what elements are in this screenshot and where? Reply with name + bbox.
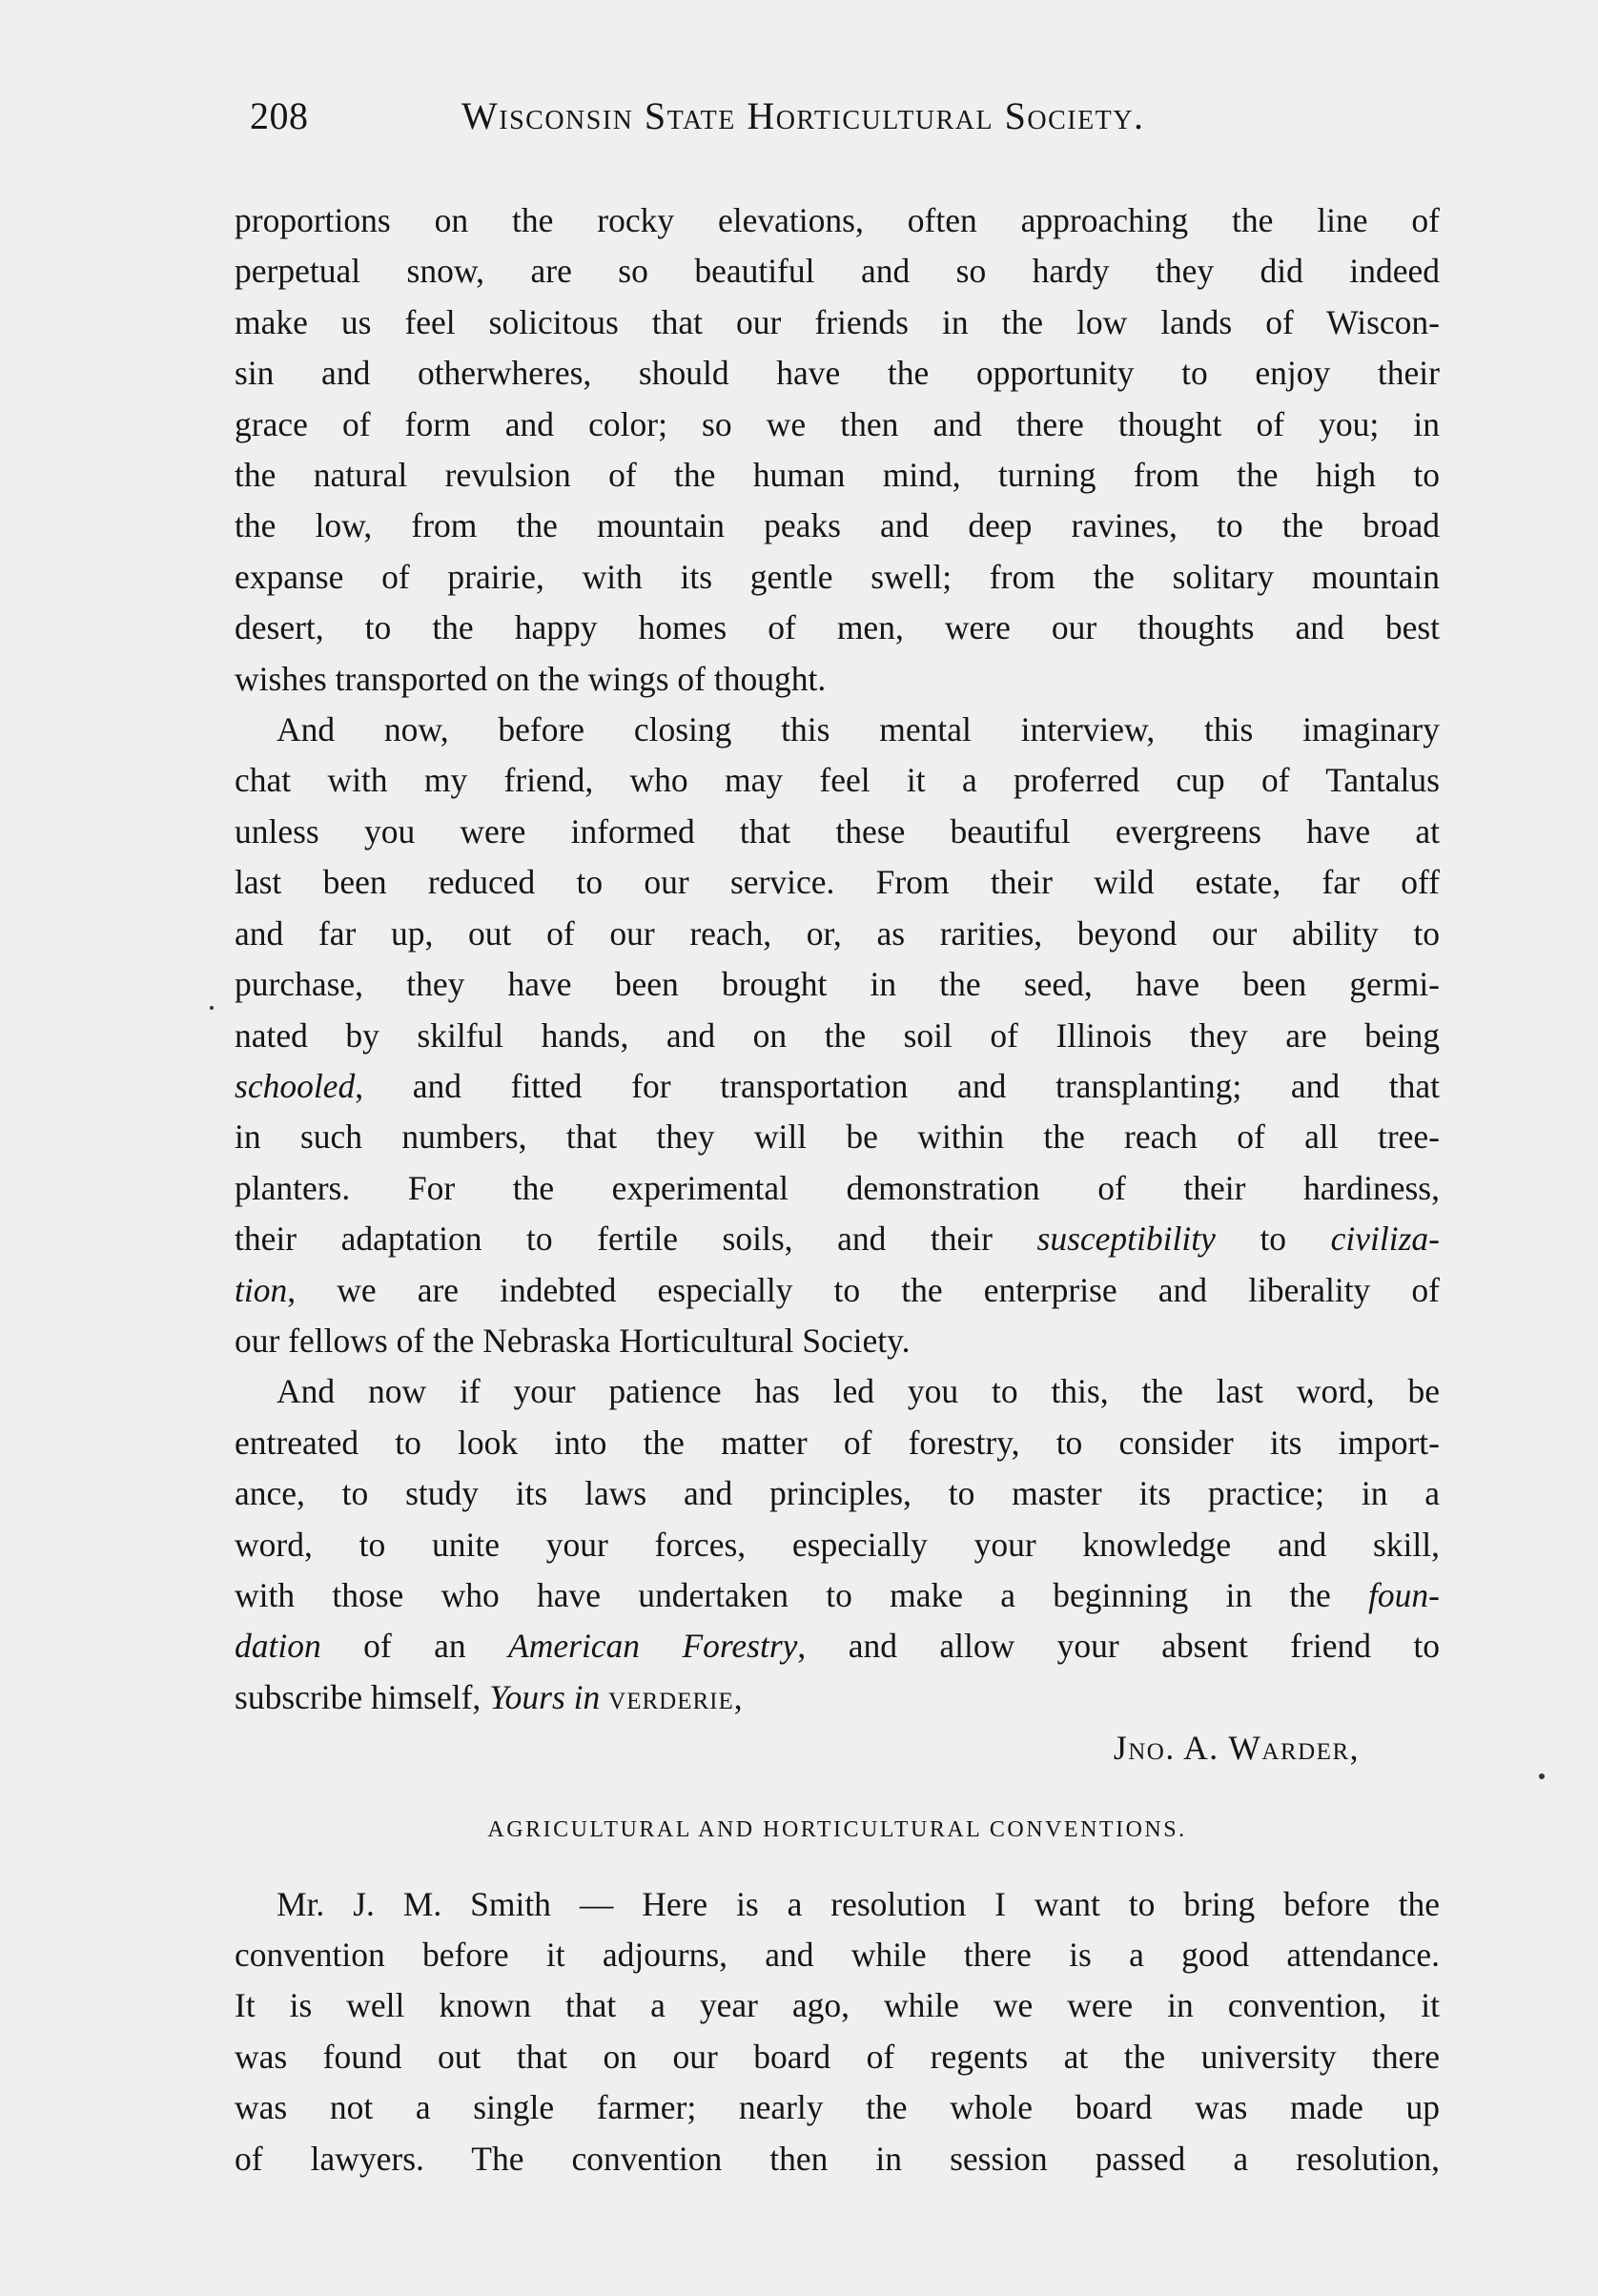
text-line: of lawyers. The convention then in session passed a resolution,	[235, 2139, 1440, 2178]
text-line: And now if your patience has led you to this, the last word, be	[277, 1372, 1440, 1411]
text-line	[235, 1570, 1440, 1621]
text-line: was found out that on our board of regents at the university there	[235, 2037, 1440, 2076]
text-line: last been reduced to our service. From their wild estate, far off	[235, 863, 1440, 902]
text-line	[235, 1621, 1440, 1671]
text-line: in such numbers, that they will be within the reach of all tree-	[235, 1117, 1440, 1157]
text-line: wishes transported on the wings of thought.	[235, 659, 827, 698]
valediction	[489, 1678, 743, 1716]
text-line: our fellows of the Nebraska Horticultural Society.	[235, 1321, 911, 1360]
text-line	[235, 1214, 1440, 1264]
text-fragment: with those who have undertaken to make a beginning in the	[235, 1575, 1369, 1614]
text-line: the low, from the mountain peaks and deep ravines, to the broad	[235, 506, 1440, 545]
paragraph-1	[235, 195, 1440, 705]
italic-word: foun-	[1368, 1575, 1440, 1614]
closing-line	[235, 1672, 1440, 1723]
text-line: was not a single farmer; nearly the whole board was made up	[235, 2088, 1440, 2127]
italic-word: schooled	[235, 1066, 356, 1105]
paragraph-2	[235, 705, 1440, 1366]
section-paragraph	[235, 1879, 1440, 2184]
text-line: And now, before closing this mental interview, this imaginary	[277, 710, 1440, 749]
text-fragment: their adaptation to fertile soils, and their	[235, 1220, 1037, 1259]
text-line: nated by skilful hands, and on the soil of Illinois they are being	[235, 1015, 1440, 1055]
text-line	[235, 1265, 1440, 1316]
italic-word: Yours in	[489, 1677, 601, 1716]
text-line: chat with my friend, who may feel it a proferred cup of Tantalus	[235, 761, 1440, 800]
text-line: entreated to look into the matter of forestry, to consider its import-	[235, 1423, 1440, 1462]
text-line: word, to unite your forces, especially your knowledge and skill,	[235, 1525, 1440, 1564]
text-line: expanse of prairie, with its gentle swell; from the solitary mountain	[235, 557, 1440, 596]
author-signature: Jno. A. Warder,	[1113, 1729, 1360, 1768]
text-line: the natural revulsion of the human mind, turning from the high to	[235, 456, 1440, 495]
text-line: It is well known that a year ago, while we were in convention, it	[235, 1986, 1440, 2025]
print-speck	[210, 1006, 214, 1010]
page-number: 208	[250, 94, 309, 137]
text-line: Mr. J. M. Smith — Here is a resolution I want to bring before the	[277, 1884, 1440, 1923]
text-line: proportions on the rocky elevations, often approaching the line of	[235, 201, 1440, 239]
text-fragment: to	[1215, 1220, 1331, 1259]
text-line: and far up, out of our reach, or, as rarities, beyond our ability to	[235, 913, 1440, 953]
print-speck	[1539, 1773, 1545, 1779]
text-line: convention before it adjourns, and while there is a good attendance.	[235, 1936, 1440, 1974]
text-line: ance, to study its laws and principles, to master its practice; in a	[235, 1474, 1440, 1513]
small-caps-word: verderie,	[608, 1677, 744, 1716]
text-fragment: of an	[320, 1627, 509, 1666]
italic-word: American Forestry	[508, 1627, 798, 1666]
text-line: desert, to the happy homes of men, were our thoughts and best	[235, 608, 1440, 647]
italic-word: susceptibility	[1036, 1220, 1216, 1259]
text-line: make us feel solicitous that our friends in the low lands of Wiscon-	[235, 302, 1440, 341]
body-text	[235, 195, 1440, 2184]
text-line: grace of form and color; so we then and there thought of you; in	[235, 404, 1440, 443]
section-heading: AGRICULTURAL AND HORTICULTURAL CONVENTIONS.	[487, 1816, 1187, 1842]
paragraph-3	[235, 1366, 1440, 1723]
italic-word: dation	[235, 1627, 321, 1666]
text-line: planters. For the experimental demonstration of their hardiness,	[235, 1168, 1440, 1207]
italic-word: civiliza-	[1330, 1220, 1440, 1259]
closing-phrase: subscribe himself,	[235, 1677, 481, 1716]
italic-word: tion	[235, 1270, 288, 1309]
text-line: perpetual snow, are so beautiful and so hardy they did indeed	[235, 252, 1440, 291]
running-title: Wisconsin State Horticultural Society.	[461, 94, 1145, 137]
text-fragment: , and allow your absent friend to	[797, 1627, 1441, 1666]
text-line: purchase, they have been brought in the seed, have been germi-	[235, 965, 1440, 1004]
text-fragment: , and fitted for transportation and transplanting; and that	[355, 1066, 1440, 1105]
text-line: unless you were informed that these beautiful evergreens have at	[235, 811, 1440, 851]
text-line: sin and otherwheres, should have the opportunity to enjoy their	[235, 354, 1440, 393]
text-fragment: , we are indebted especially to the enterprise and liberality of	[287, 1270, 1440, 1309]
text-line	[235, 1061, 1440, 1112]
